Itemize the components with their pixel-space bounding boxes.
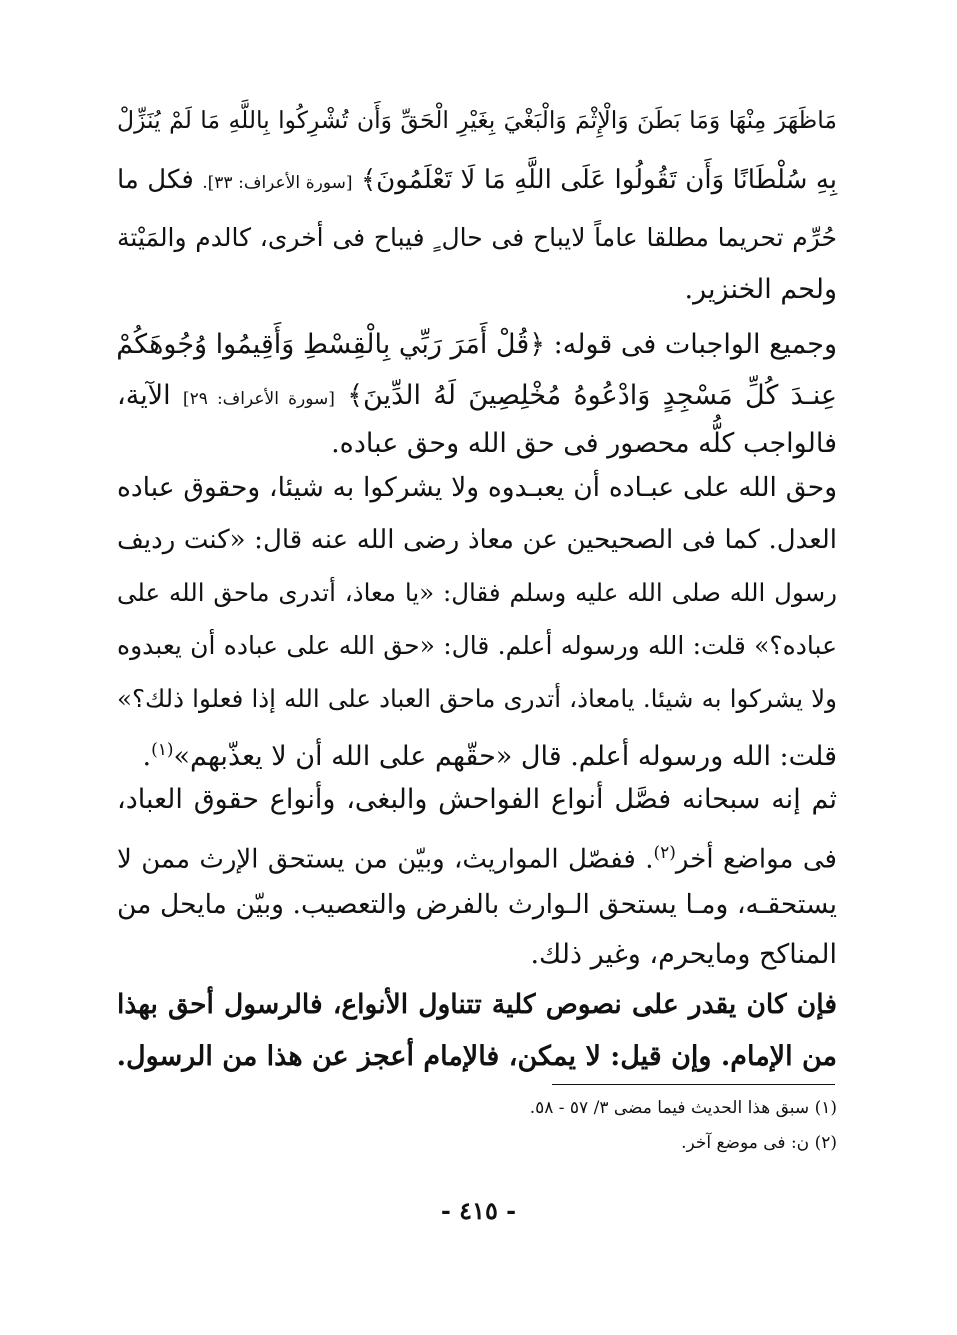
footnote-marker: (٢) — [653, 843, 676, 863]
footnote-text: ن: فى موضع آخر. — [681, 1133, 810, 1153]
text-line: ولحم الخنزير. — [684, 274, 837, 305]
footnote — [117, 1129, 837, 1157]
text-line: مَاظَهَرَ مِنْهَا وَمَا بَطَنَ وَالْإِثْمَ وَالْبَغْيَ بِغَيْرِ الْحَقِّ وَأَن تُشْرِكُوا بِاللَّهِ مَا لَمْ يُنَزِّلْ — [117, 106, 837, 134]
text-line: وحق الله على عبـاده أن يعبـدوه ولا يشركوا به شيئا، وحقوق عباده — [117, 472, 837, 503]
text-line: حُرِّم تحريما مطلقا عاماً لايباح فى حال ٍ فيباح فى أخرى، كالدم والمَيْتة — [117, 223, 837, 252]
footnote-number: (١) — [814, 1098, 837, 1118]
text-line: وجميع الواجبات فى قوله: ﴿قُلْ أَمَرَ رَبِّي بِالْقِسْطِ وَأَقِيمُوا وُجُوهَكُمْ — [116, 329, 837, 360]
quran-reference: [سورة الأعراف: ٣٣]. — [202, 173, 353, 193]
footnote-number: (٢) — [814, 1133, 837, 1153]
text-line: ولا يشركوا به شيئا. يامعاذ، أتدرى ماحق العباد على الله إذا فعلوا ذلك؟» — [117, 684, 837, 713]
text-line: يستحقـه، ومـا يستحق الـوارث بالفرض والتعصيب. وبيّن مايحل من — [117, 889, 837, 920]
text-line: قلت: الله ورسوله أعلم. قال «حقّهم على الله أن لا يعذّبهم»$^{(١)}$. — [142, 740, 837, 772]
page-number: - ٤١٥ - — [440, 1196, 517, 1225]
footnote-divider — [552, 1084, 835, 1085]
text-line: فإن كان يقدر على نصوص كلية تتناول الأنواع، فالرسول أحق بهذا — [117, 989, 837, 1020]
footnote-text: سبق هذا الحديث فيما مضى ٣/ ٥٧ - ٥٨. — [529, 1098, 810, 1118]
text-line: العدل. كما فى الصحيحين عن معاذ رضى الله عنه قال: «كنت رديف — [117, 525, 837, 555]
text-line: بِهِ سُلْطَانًا وَأَن تَقُولُوا عَلَى اللَّهِ مَا لَا تَعْلَمُونَ﴾ [سورة الأعراف: ٣٣]. فكل ما — [117, 165, 838, 195]
text-line: من الإمام. وإن قيل: لا يمكن، فالإمام أعجز عن هذا من الرسول. — [116, 1041, 837, 1072]
text-line: فالواجب كلُّه محصور فى حق الله وحق عباده. — [331, 428, 837, 459]
text-line: فى مواضع أخر$^{(٢)}$. ففصّل المواريث، وبيّن من يستحق الإرث ممن لا — [117, 843, 837, 875]
text-line: المناكح ومايحرم، وغير ذلك. — [530, 939, 837, 970]
text-line: عِنـدَ كُلِّ مَسْجِدٍ وَادْعُوهُ مُخْلِصِينَ لَهُ الدِّينَ﴾ [سورة الأعراف: ٢٩] الآية، — [117, 380, 837, 411]
footnote-marker: (١) — [151, 740, 174, 760]
footnote — [117, 1094, 837, 1122]
text-line: رسول الله صلى الله عليه وسلم فقال: «يا معاذ، أتدرى ماحق الله على — [117, 578, 837, 607]
text-line: ثم إنه سبحانه فصَّل أنواع الفواحش والبغى، وأنواع حقوق العباد، — [117, 784, 837, 815]
text-line: عباده؟» قلت: الله ورسوله أعلم. قال: «حق الله على عباده أن يعبدوه — [117, 631, 837, 660]
quran-reference: [سورة الأعراف: ٢٩] — [182, 389, 335, 409]
